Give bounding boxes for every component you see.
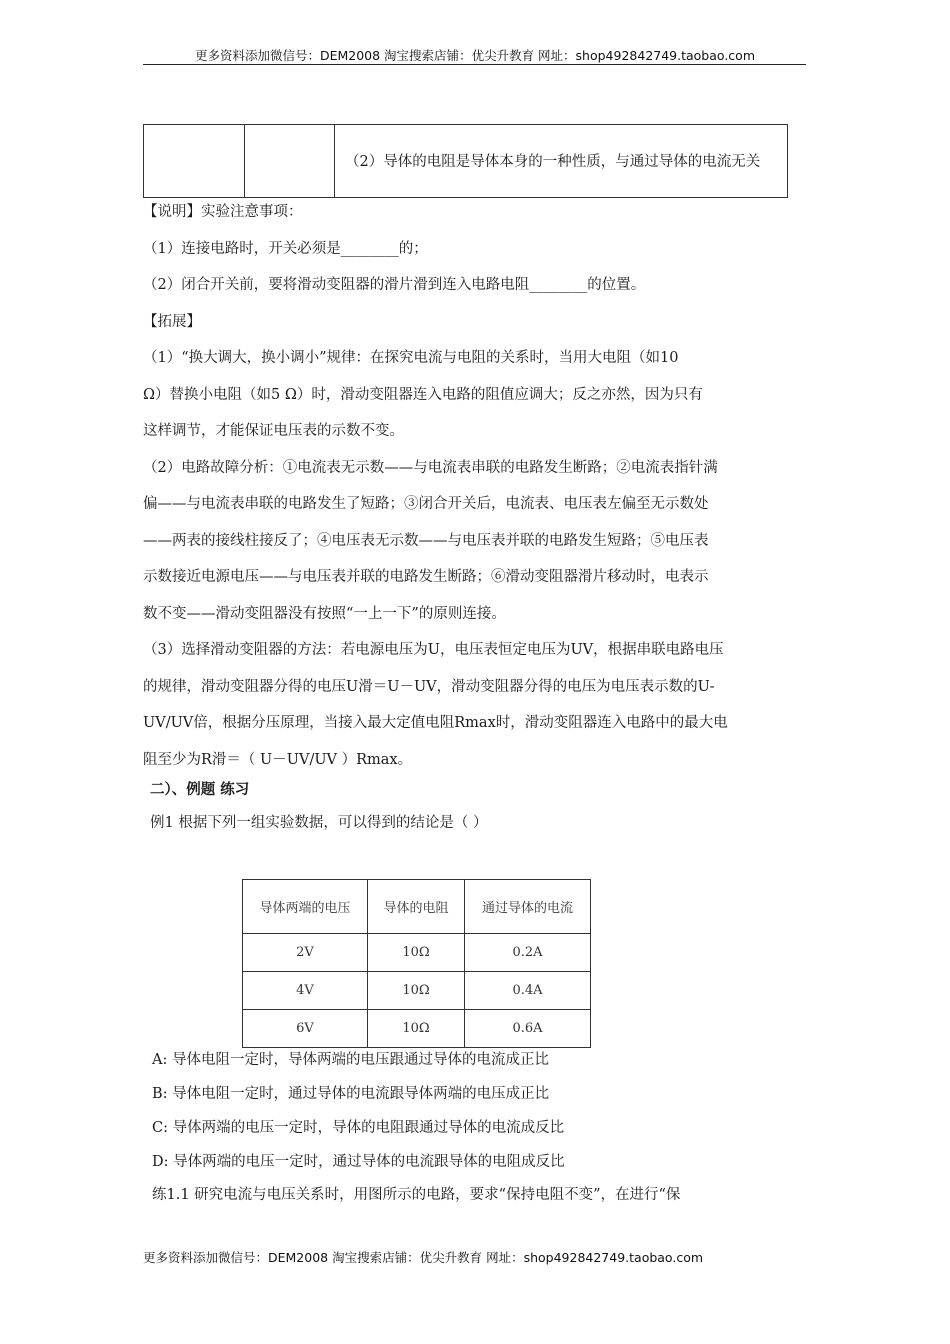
note-2: （2）闭合开关前，要将滑动变阻器的滑片滑到连入电路电阻________的位置。 [143, 277, 646, 293]
extend-p3-line: （3）选择滑动变阻器的方法：若电源电压为U，电压表恒定电压为UV，根据串联电路电压 [143, 642, 724, 658]
page-header: 更多资料添加微信号：DEM2008 淘宝搜索店铺：优尖升教育 网址：shop492842749.taobao.com [194, 48, 756, 63]
table-header-cell: 导体的电阻 [368, 880, 465, 934]
table-cell: 4V [243, 972, 368, 1010]
table-cell-empty-2 [245, 125, 335, 197]
table-header-cell: 导体两端的电压 [243, 880, 368, 934]
table-row [243, 934, 591, 972]
table-cell: 0.2A [465, 934, 591, 972]
data-table [242, 879, 591, 1048]
note-1: （1）连接电路时，开关必须是________的； [143, 240, 428, 257]
continuation-table [143, 124, 788, 198]
extend-p2-line: 数不变——滑动变阻器没有按照“一上一下”的原则连接。 [143, 605, 506, 622]
extend-p3-line: 的规律，滑动变阻器分得的电压U滑＝U－UV，滑动变阻器分得的电压为电压表示数的U- [143, 678, 715, 695]
table-cell: 6V [243, 1010, 368, 1048]
option-c: C: 导体两端的电压一定时，导体的电阻跟通过导体的电流成反比 [152, 1120, 565, 1136]
table-header-cell: 通过导体的电流 [465, 880, 591, 934]
extend-p2-line: 偏——与电流表串联的电路发生了短路；③闭合开关后，电流表、电压表左偏至无示数处 [143, 496, 709, 512]
extend-p1-line: （1）“换大调大，换小调小”规律：在探究电流与电阻的关系时，当用大电阻（如10 [143, 350, 679, 366]
option-d: D: 导体两端的电压一定时，通过导体的电流跟导体的电阻成反比 [152, 1154, 565, 1170]
table-cell: 0.6A [465, 1010, 591, 1048]
table-cell-empty-1 [144, 125, 245, 197]
extend-p1-line: Ω）替换小电阻（如5 Ω）时，滑动变阻器连入电路的阻值应调大；反之亦然，因为只有 [143, 386, 703, 403]
extend-p1-line: 这样调节，才能保证电压表的示数不变。 [143, 423, 404, 439]
table-cell: 0.4A [465, 972, 591, 1010]
answer-options [152, 1043, 565, 1179]
extend-p2-line: （2）电路故障分析：①电流表无示数——与电流表串联的电路发生断路；②电流表指针满 [143, 459, 718, 476]
table-cell: 10Ω [368, 972, 465, 1010]
option-a: A: 导体电阻一定时，导体两端的电压跟通过导体的电流成正比 [152, 1052, 549, 1068]
table-row [243, 1010, 591, 1048]
option-b: B: 导体电阻一定时，通过导体的电流跟导体两端的电压成正比 [152, 1086, 550, 1102]
extend-p3-line: 阻至少为R滑＝（ U－UV/UV ）Rmax。 [143, 751, 413, 768]
table-cell: 2V [243, 934, 368, 972]
extend-p2-line: ——两表的接线柱接反了；④电压表无示数——与电压表并联的电路发生短路；⑤电压表 [143, 532, 709, 549]
header-divider [143, 64, 806, 65]
extend-p3-line: UV/UV倍，根据分压原理，当接入最大定值电阻Rmax时，滑动变阻器连入电路中的最大电 [143, 715, 728, 731]
example-1-question: 例1 根据下列一组实验数据，可以得到的结论是（ ） [150, 815, 488, 831]
table-cell-conclusion: （2）导体的电阻是导体本身的一种性质，与通过导体的电流无关 [345, 154, 761, 170]
table-cell: 10Ω [368, 934, 465, 972]
table-header-row [243, 880, 591, 934]
page-footer: 更多资料添加微信号：DEM2008 淘宝搜索店铺：优尖升教育 网址：shop492842749.taobao.com [143, 1250, 704, 1265]
table-cell: 10Ω [368, 1010, 465, 1048]
notes-title: 【说明】实验注意事项： [143, 204, 303, 220]
section-title: 二）、例题 练习 [150, 782, 250, 798]
table-row [243, 972, 591, 1010]
notes-section [143, 194, 813, 778]
extend-p2-line: 示数接近电源电压——与电压表并联的电路发生断路；⑥滑动变阻器滑片移动时，电表示 [143, 569, 709, 585]
practice-1-1: 练1.1 研究电流与电压关系时，用图所示的电路，要求“保持电阻不变”，在进行“保 [152, 1187, 681, 1203]
extend-title: 【拓展】 [143, 313, 201, 330]
